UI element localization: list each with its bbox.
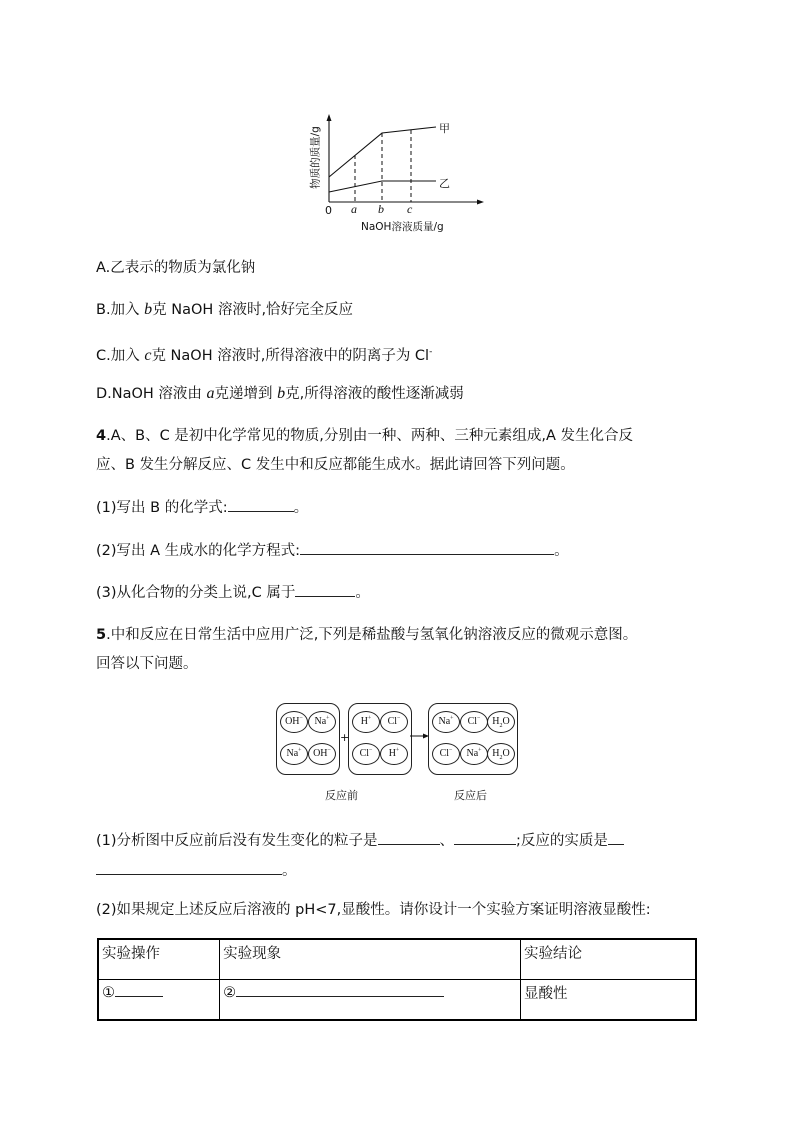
option-a: A.乙表示的物质为氯化钠 bbox=[96, 260, 256, 276]
cell-conclusion: 显酸性 bbox=[521, 980, 697, 1021]
q4-text-1: .A、B、C 是初中化学常见的物质,分别由一种、两种、三种元素组成,A 发生化合反 bbox=[106, 428, 634, 444]
option-b-pre: B.加入 bbox=[96, 302, 145, 318]
caption-before: 反应前 bbox=[325, 789, 358, 802]
q4-sub2 bbox=[96, 540, 569, 561]
q5-line1 bbox=[96, 625, 637, 645]
q5-sub1-cont bbox=[96, 860, 297, 881]
q4-line1 bbox=[96, 426, 633, 446]
cell-phenomenon-blank[interactable] bbox=[236, 982, 444, 997]
q4-sub2-end: 。 bbox=[554, 543, 569, 559]
cell-phenomenon-mark: ② bbox=[223, 985, 237, 1001]
q5-sub1-text: (1)分析图中反应前后没有发生变化的粒子是 bbox=[96, 833, 378, 849]
ion-na-3: Na+ bbox=[432, 711, 460, 733]
molecule-h2o-1: $H_2O$ bbox=[487, 711, 515, 733]
chart-ylabel: 物质的质量/g bbox=[309, 126, 322, 189]
q4-sub1-blank[interactable] bbox=[228, 497, 294, 512]
ion-na-4: Na+ bbox=[460, 743, 488, 765]
cell-operation-blank[interactable] bbox=[115, 982, 163, 997]
option-c-sup: - bbox=[429, 347, 433, 357]
table-header-row bbox=[98, 939, 696, 980]
cell-phenomenon[interactable] bbox=[220, 980, 521, 1021]
chart-tick-a: a bbox=[351, 202, 357, 216]
ion-cl-2: Cl− bbox=[352, 743, 380, 765]
series-label-yi: 乙 bbox=[439, 177, 450, 190]
q5-sub1-blank-1[interactable] bbox=[378, 830, 440, 845]
series-label-jia: 甲 bbox=[439, 122, 450, 135]
x-axis-arrow bbox=[477, 200, 484, 205]
q5-text-1: .中和反应在日常生活中应用广泛,下列是稀盐酸与氢氧化钠溶液反应的微观示意图。 bbox=[106, 627, 638, 643]
chart-tick-c: c bbox=[407, 202, 413, 216]
ion-h-2: H+ bbox=[380, 743, 408, 765]
q4-number: 4 bbox=[96, 428, 107, 444]
option-c-var: c bbox=[144, 346, 152, 364]
ion-cl-4: Cl− bbox=[432, 743, 460, 765]
option-d-post: 克,所得溶液的酸性逐渐减弱 bbox=[285, 386, 464, 402]
option-b-var: b bbox=[144, 301, 153, 318]
q4-sub2-text: (2)写出 A 生成水的化学方程式: bbox=[96, 543, 301, 559]
ion-na-1: Na+ bbox=[308, 711, 336, 733]
q5-sub2: (2)如果规定上述反应后溶液的 pH<7,显酸性。请你设计一个实验方案证明溶液显酸性: bbox=[96, 902, 651, 918]
q4-sub3 bbox=[96, 582, 370, 603]
q4-sub1-end: 。 bbox=[293, 500, 309, 516]
chart-tick-b: b bbox=[378, 202, 384, 216]
chart-origin: 0 bbox=[325, 204, 332, 217]
q5-sub1 bbox=[96, 830, 624, 851]
cell-operation[interactable] bbox=[98, 980, 220, 1021]
y-axis-arrow bbox=[327, 114, 332, 121]
ion-cl-3: Cl− bbox=[460, 711, 488, 733]
option-b bbox=[96, 300, 353, 320]
q4-sub3-blank[interactable] bbox=[295, 582, 355, 597]
q4-sub1 bbox=[96, 497, 308, 518]
q5-sub1-blank-2[interactable] bbox=[454, 830, 516, 845]
table-row bbox=[98, 980, 696, 1021]
option-b-post: 克 NaOH 溶液时,恰好完全反应 bbox=[152, 302, 354, 318]
ion-na-2: Na+ bbox=[280, 743, 308, 765]
q5-line2: 回答以下问题。 bbox=[96, 656, 198, 672]
experiment-table bbox=[97, 938, 697, 1021]
option-d-var1: a bbox=[206, 385, 215, 402]
q4-sub3-text: (3)从化合物的分类上说,C 属于 bbox=[96, 585, 296, 601]
header-phenomenon: 实验现象 bbox=[220, 939, 521, 980]
q4-sub2-blank[interactable] bbox=[300, 540, 554, 555]
ion-oh-2: OH− bbox=[308, 743, 336, 765]
q5-sub1-end: 。 bbox=[282, 863, 297, 879]
ion-h-1: H+ bbox=[352, 711, 380, 733]
plus-sign: + bbox=[340, 731, 350, 744]
caption-after: 反应后 bbox=[454, 789, 487, 802]
molecule-h2o-2: $H_2O$ bbox=[487, 743, 515, 765]
q5-sub1-blank-3-cont[interactable] bbox=[96, 860, 282, 875]
option-d-var2: b bbox=[277, 385, 286, 402]
q4-line2: 应、B 发生分解反应、C 发生中和反应都能生成水。据此请回答下列问题。 bbox=[96, 457, 575, 473]
reaction-arrow bbox=[408, 731, 430, 741]
q4-sub1-text: (1)写出 B 的化学式: bbox=[96, 500, 228, 516]
option-d-pre: D.NaOH 溶液由 bbox=[96, 386, 207, 402]
q5-number: 5 bbox=[96, 627, 107, 643]
option-c-pre: C.加入 bbox=[96, 347, 145, 364]
q4-sub3-end: 。 bbox=[355, 585, 370, 601]
q5-sub1-mid: ;反应的实质是 bbox=[516, 833, 608, 849]
ion-oh-1: OH− bbox=[280, 711, 308, 733]
header-conclusion: 实验结论 bbox=[521, 939, 697, 980]
q5-sub1-blank-3[interactable] bbox=[608, 830, 624, 845]
cell-operation-mark: ① bbox=[102, 985, 115, 1001]
ion-cl-1: Cl− bbox=[380, 711, 408, 733]
header-operation: 实验操作 bbox=[98, 939, 220, 980]
option-d bbox=[96, 384, 464, 404]
chart-xlabel: NaOH溶液质量/g bbox=[361, 221, 444, 233]
option-c-post: 克 NaOH 溶液时,所得溶液中的阴离子为 Cl bbox=[151, 347, 430, 364]
q5-sub1-sep: 、 bbox=[439, 833, 455, 849]
option-c bbox=[96, 342, 432, 366]
option-d-mid: 克递增到 bbox=[214, 386, 278, 402]
